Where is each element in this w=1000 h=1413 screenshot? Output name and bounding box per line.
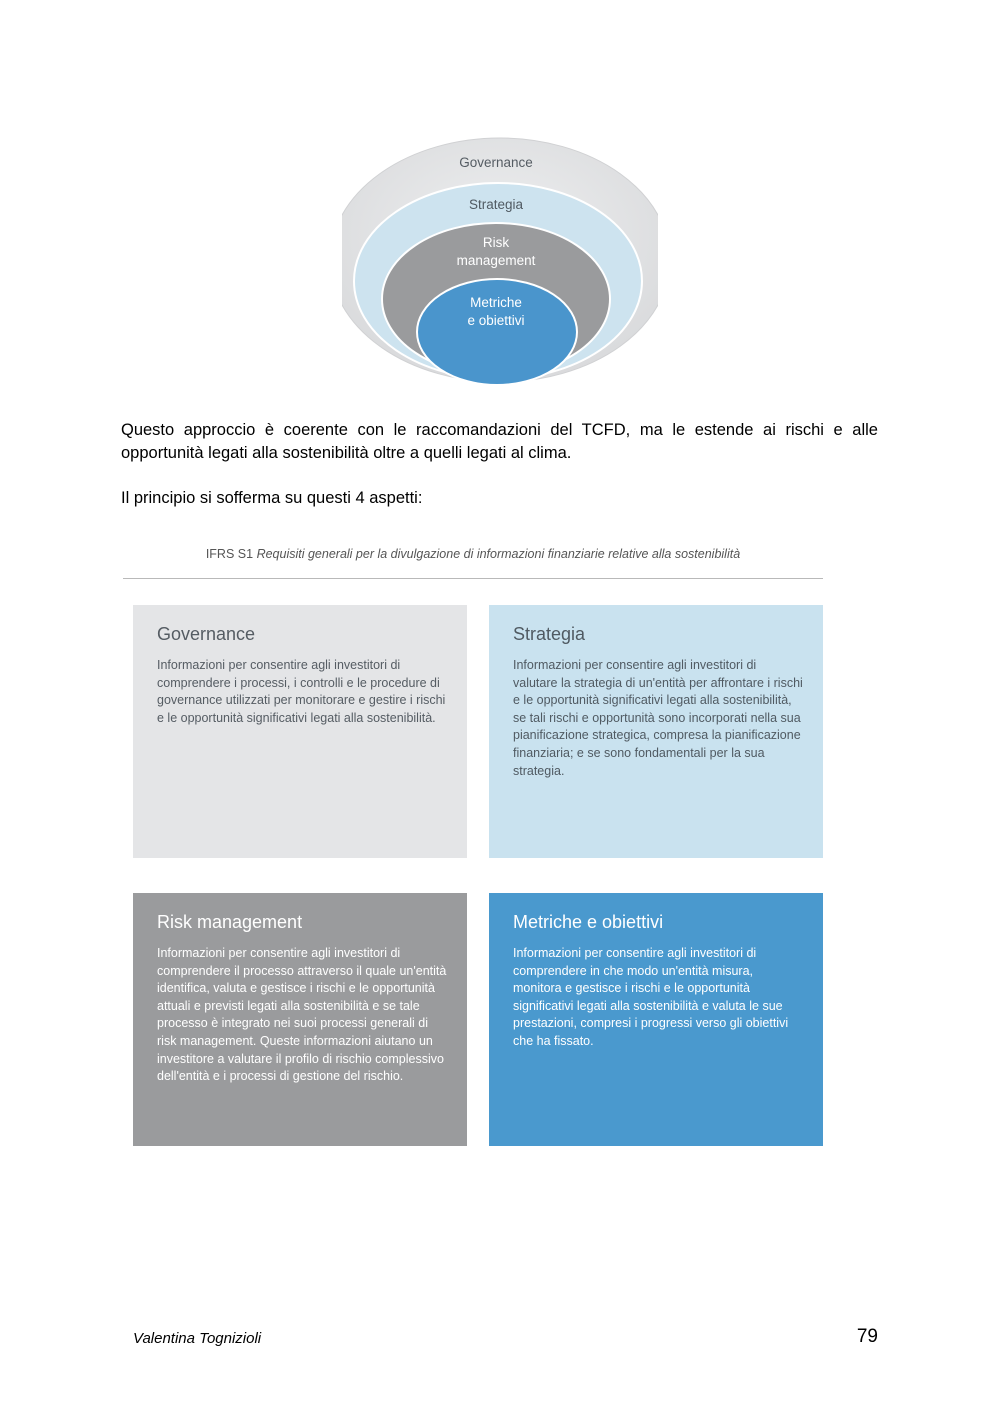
- body-paragraph-2: Il principio si sofferma su questi 4 aspetti:: [121, 489, 423, 507]
- ring-label-metriche-line1: Metriche: [470, 295, 522, 310]
- governance-box: [133, 605, 467, 858]
- governance-title: Governance: [157, 624, 256, 644]
- strategia-box: [489, 605, 823, 858]
- page-number: 79: [856, 1326, 878, 1347]
- ring-label-strategia: Strategia: [468, 197, 524, 212]
- rings-svg: [340, 122, 660, 394]
- governance-text: Informazioni per consentire agli investitori di comprendere i processi, i controlli e le procedure di governance utilizzati per monitorare e gestire i rischi e le opportunità significativi legati alla sostenibilità.: [157, 658, 446, 725]
- figure-caption: [123, 547, 823, 561]
- metriche-title: Metriche e obiettivi: [513, 912, 664, 932]
- ring-label-governance: Governance: [459, 155, 533, 170]
- figure-caption-title: Requisiti generali per la divulgazione di informazioni finanziarie relative alla sostenibilità: [256, 547, 741, 561]
- concentric-rings-diagram: [340, 122, 660, 394]
- ring-label-risk-line2: management: [456, 253, 536, 268]
- risk-management-title: Risk management: [157, 912, 303, 932]
- strategia-text: Informazioni per consentire agli investitori di valutare la strategia di un'entità per affrontare i rischi e le opportunità significativi legati alla sostenibilità, se tali rischi e opportunità sono incorporati nella sua pianificazione strategica, compresa la pianificazione finanziaria; e se sono fondamentali per la sua strategia.: [513, 658, 803, 778]
- ring-label-metriche-line2: e obiettivi: [467, 313, 525, 328]
- figure-caption-prefix: IFRS S1: [205, 547, 254, 561]
- strategia-title: Strategia: [513, 624, 586, 644]
- risk-management-box: [133, 893, 467, 1146]
- footer-author: Valentina Tognizioli: [133, 1330, 262, 1347]
- ring-label-risk-line1: Risk: [482, 235, 510, 250]
- figure-divider: [123, 578, 823, 579]
- body-paragraph-1: Questo approccio è coerente con le raccomandazioni del TCFD, ma le estende ai rischi e alle opportunità legati alla sostenibilità oltre a quelli legati al clima.: [121, 421, 878, 462]
- risk-management-text: Informazioni per consentire agli investitori di comprendere il processo attraverso il quale un'entità identifica, valuta e gestisce i rischi e le opportunità attuali e previsti legati alla sostenibilità e se tale processo è integrato nei suoi processi generali di risk management. Queste informazioni aiutano un investitore a valutare il profilo di rischio complessivo dell'entità e i processi di gestione del rischio.: [157, 946, 447, 1084]
- metriche-box: [489, 893, 823, 1146]
- metriche-text: Informazioni per consentire agli investitori di comprendere in che modo un'entità misura, monitora e gestisce i rischi e le opportunità significativi legati alla sostenibilità e valuta le sue prestazioni, compresi i progressi verso gli obiettivi che ha fissato.: [513, 946, 789, 1048]
